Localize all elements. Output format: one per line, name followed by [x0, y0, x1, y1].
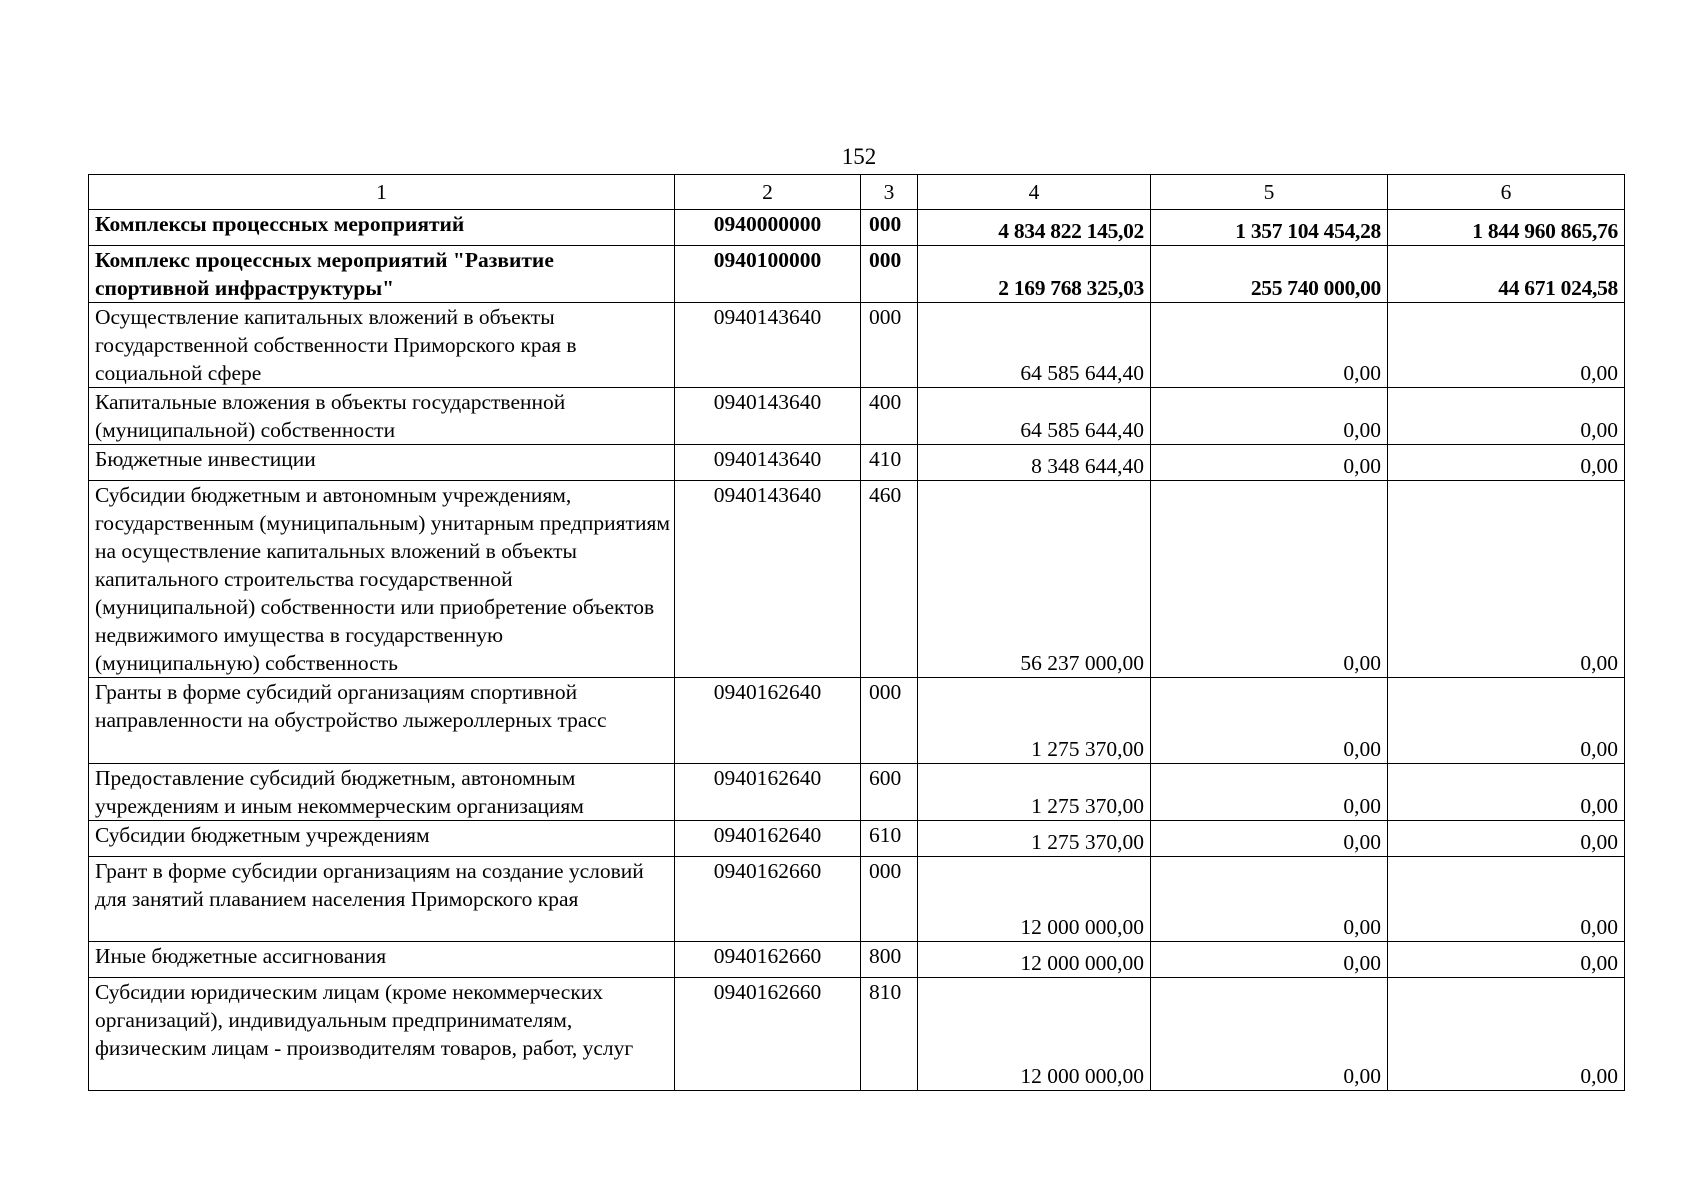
row-type: 000: [861, 246, 918, 303]
table-row: [89, 445, 1625, 481]
row-code: 0940000000: [675, 210, 861, 246]
row-amount-col6: 0,00: [1388, 764, 1625, 821]
row-amount-col5: 0,00: [1151, 764, 1388, 821]
table-row: [89, 210, 1625, 246]
row-amount-col4: 64 585 644,40: [918, 388, 1151, 445]
row-amount-col6: 0,00: [1388, 857, 1625, 942]
row-type: 810: [861, 978, 918, 1091]
row-amount-col6: 44 671 024,58: [1388, 246, 1625, 303]
row-amount-col6: 0,00: [1388, 303, 1625, 388]
row-type: 410: [861, 445, 918, 481]
row-amount-col6: 0,00: [1388, 978, 1625, 1091]
table-row: [89, 303, 1625, 388]
row-amount-col5: 0,00: [1151, 303, 1388, 388]
row-amount-col6: 0,00: [1388, 445, 1625, 481]
row-name: Комплексы процессных мероприятий: [89, 210, 675, 246]
table-row: [89, 821, 1625, 857]
row-amount-col4: 56 237 000,00: [918, 481, 1151, 678]
table-row: [89, 246, 1625, 303]
row-name: Осуществление капитальных вложений в объекты государственной собственности Приморского края в социальной сфере: [89, 303, 675, 388]
table-row: [89, 678, 1625, 764]
row-amount-col4: 12 000 000,00: [918, 857, 1151, 942]
row-amount-col6: 0,00: [1388, 678, 1625, 764]
row-code: 0940143640: [675, 388, 861, 445]
row-name: Комплекс процессных мероприятий "Развитие спортивной инфраструктуры": [89, 246, 675, 303]
row-type: 400: [861, 388, 918, 445]
row-type: 610: [861, 821, 918, 857]
table-row: [89, 388, 1625, 445]
table-row: [89, 978, 1625, 1091]
row-amount-col5: 0,00: [1151, 978, 1388, 1091]
row-name: Предоставление субсидий бюджетным, автономным учреждениям и иным некоммерческим организациям: [89, 764, 675, 821]
row-code: 0940143640: [675, 445, 861, 481]
row-amount-col5: 0,00: [1151, 942, 1388, 978]
row-amount-col5: 0,00: [1151, 678, 1388, 764]
row-amount-col5: 0,00: [1151, 388, 1388, 445]
row-code: 0940143640: [675, 481, 861, 678]
column-number-row: [89, 175, 1625, 210]
row-amount-col4: 1 275 370,00: [918, 764, 1151, 821]
row-amount-col4: 4 834 822 145,02: [918, 210, 1151, 246]
row-name: Субсидии бюджетным и автономным учреждениям, государственным (муниципальным) унитарным предприятиям на осуществление капитальных вложений в объекты капитального строительства государственной (муниципальной) собственности или приобретение объектов недвижимого имущества в государственную (муниципальную) собственность: [89, 481, 675, 678]
column-number: 4: [918, 175, 1151, 210]
row-code: 0940162660: [675, 942, 861, 978]
row-name: Бюджетные инвестиции: [89, 445, 675, 481]
row-amount-col5: 0,00: [1151, 445, 1388, 481]
row-amount-col5: 0,00: [1151, 821, 1388, 857]
row-amount-col6: 0,00: [1388, 942, 1625, 978]
row-amount-col6: 0,00: [1388, 821, 1625, 857]
row-code: 0940100000: [675, 246, 861, 303]
row-type: 000: [861, 678, 918, 764]
row-amount-col4: 2 169 768 325,03: [918, 246, 1151, 303]
row-amount-col5: 1 357 104 454,28: [1151, 210, 1388, 246]
row-type: 000: [861, 857, 918, 942]
row-name: Иные бюджетные ассигнования: [89, 942, 675, 978]
row-type: 460: [861, 481, 918, 678]
row-amount-col6: 0,00: [1388, 388, 1625, 445]
row-code: 0940162640: [675, 821, 861, 857]
row-type: 000: [861, 303, 918, 388]
row-amount-col4: 12 000 000,00: [918, 942, 1151, 978]
table-row: [89, 481, 1625, 678]
table-row: [89, 857, 1625, 942]
table-row: [89, 764, 1625, 821]
row-type: 600: [861, 764, 918, 821]
row-amount-col4: 8 348 644,40: [918, 445, 1151, 481]
row-amount-col4: 1 275 370,00: [918, 821, 1151, 857]
column-number: 3: [861, 175, 918, 210]
row-name: Субсидии юридическим лицам (кроме некоммерческих организаций), индивидуальным предпринимателям, физическим лицам - производителям товаров, работ, услуг: [89, 978, 675, 1091]
row-amount-col4: 64 585 644,40: [918, 303, 1151, 388]
row-amount-col5: 255 740 000,00: [1151, 246, 1388, 303]
row-amount-col5: 0,00: [1151, 857, 1388, 942]
page-number: 152: [841, 144, 877, 169]
row-code: 0940162660: [675, 857, 861, 942]
column-number: 2: [675, 175, 861, 210]
table-row: [89, 942, 1625, 978]
row-code: 0940162640: [675, 678, 861, 764]
row-amount-col6: 1 844 960 865,76: [1388, 210, 1625, 246]
row-amount-col6: 0,00: [1388, 481, 1625, 678]
row-name: Капитальные вложения в объекты государственной (муниципальной) собственности: [89, 388, 675, 445]
budget-table: [88, 174, 1625, 1091]
row-type: 000: [861, 210, 918, 246]
row-name: Гранты в форме субсидий организациям спортивной направленности на обустройство лыжероллерных трасс: [89, 678, 675, 764]
row-amount-col5: 0,00: [1151, 481, 1388, 678]
row-name: Грант в форме субсидии организациям на создание условий для занятий плаванием населения Приморского края: [89, 857, 675, 942]
column-number: 1: [89, 175, 675, 210]
row-name: Субсидии бюджетным учреждениям: [89, 821, 675, 857]
row-type: 800: [861, 942, 918, 978]
row-code: 0940162660: [675, 978, 861, 1091]
row-code: 0940143640: [675, 303, 861, 388]
row-amount-col4: 1 275 370,00: [918, 678, 1151, 764]
column-number: 5: [1151, 175, 1388, 210]
column-number: 6: [1388, 175, 1625, 210]
row-amount-col4: 12 000 000,00: [918, 978, 1151, 1091]
row-code: 0940162640: [675, 764, 861, 821]
